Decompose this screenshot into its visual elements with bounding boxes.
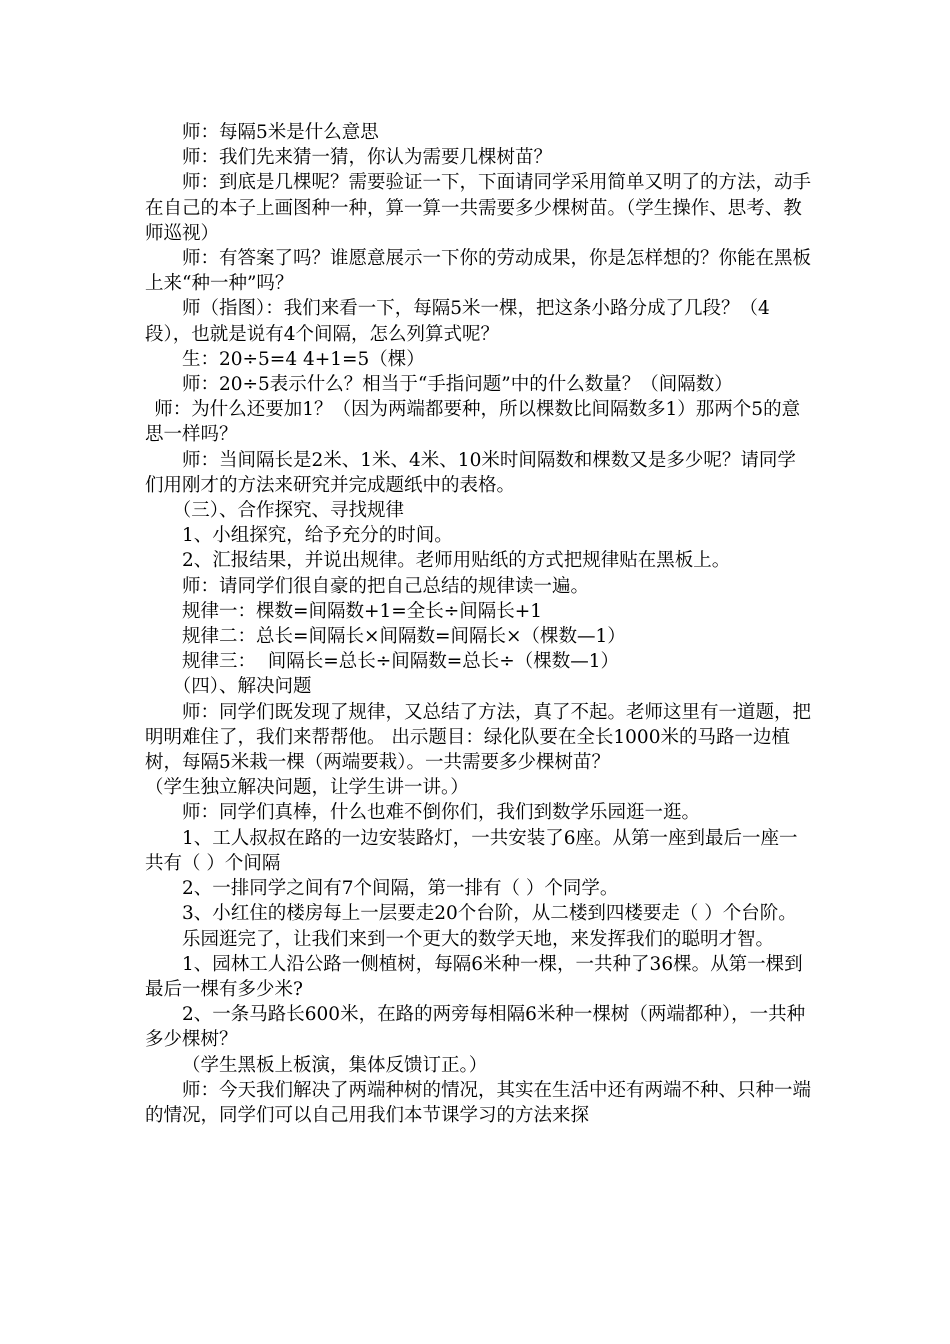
- exercise-item: 1、园林工人沿公路一侧植树，每隔6米种一棵，一共种了36棵。从第一棵到最后一棵有多少米?: [145, 953, 803, 1000]
- paragraph: 师：为什么还要加1？（因为两端都要种，所以棵数比间隔数多1）那两个5的意思一样吗？: [145, 399, 801, 446]
- exercise-item: 2、一条马路长600米，在路的两旁每相隔6米种一棵树（两端都种），一共种多少棵树？: [145, 1004, 806, 1051]
- exercise-item: 3、小红住的楼房每上一层要走20个台阶，从二楼到四楼要走（ ）个台阶。: [182, 903, 797, 925]
- paragraph: 师：到底是几棵呢？需要验证一下，下面请同学采用简单又明了的方法，动手在自己的本子上画图种一种，算一算一共需要多少棵树苗。（学生操作、思考、教师巡视）: [145, 172, 812, 244]
- paragraph: 师：我们先来猜一猜，你认为需要几棵树苗？: [182, 147, 553, 169]
- paragraph: 师：请同学们很自豪的把自己总结的规律读一遍。: [182, 575, 590, 597]
- paragraph: 师：今天我们解决了两端种树的情况，其实在生活中还有两端不种、只种一端的情况，同学们可以自己用我们本节课学习的方法来探: [145, 1079, 812, 1126]
- paragraph: 师：同学们真棒，什么也难不倒你们，我们到数学乐园逛一逛。: [182, 802, 701, 824]
- paragraph: 师：同学们既发现了规律，又总结了方法，真了不起。老师这里有一道题，把明明难住了，我们来帮帮他。 出示题目：绿化队要在全长1000米的马路一边植树，每隔5米栽一棵（两端要栽）。一共需要多少棵树苗？: [145, 701, 812, 774]
- rule-line: 规律二：总长=间隔长×间隔数=间隔长×（棵数—1）: [182, 626, 626, 648]
- paragraph: （学生独立解决问题，让学生讲一讲。）: [145, 777, 469, 799]
- exercise-item: 1、工人叔叔在路的一边安装路灯，一共安装了6座。从第一座到最后一座一共有（ ）个间隔: [145, 827, 798, 874]
- paragraph: 师：每隔5米是什么意思: [182, 122, 379, 143]
- paragraph: 乐园逛完了，让我们来到一个更大的数学天地，来发挥我们的聪明才智。: [182, 928, 775, 950]
- exercise-item: 2、一排同学之间有7个间隔，第一排有（ ）个同学。: [182, 878, 619, 900]
- section-heading: （三）、合作探究、寻找规律: [172, 500, 405, 522]
- paragraph: 师：有答案了吗？谁愿意展示一下你的劳动成果，你是怎样想的？你能在黑板上来“种一种”吗？: [145, 248, 812, 295]
- rule-line: 规律一：棵数=间隔数+1=全长÷间隔长+1: [182, 600, 543, 622]
- rule-line: 规律三： 间隔长=总长÷间隔数=总长÷（棵数—1）: [182, 651, 620, 673]
- paragraph: 师（指图）：我们来看一下，每隔5米一棵，把这条小路分成了几段？（4段），也就是说有4个间隔，怎么列算式呢？: [145, 298, 770, 345]
- document-body: [145, 120, 813, 1128]
- paragraph: 师：当间隔长是2米、1米、4米、10米时间隔数和棵数又是多少呢？请同学们用刚才的方法来研究并完成题纸中的表格。: [145, 449, 796, 496]
- paragraph: 生：20÷5=4 4+1=5（棵）: [182, 348, 425, 370]
- paragraph: 1、小组探究，给予充分的时间。: [182, 525, 453, 547]
- paragraph: 师：20÷5表示什么？相当于“手指问题”中的什么数量？（间隔数）: [182, 374, 733, 396]
- paragraph: （学生黑板上板演，集体反馈订正。）: [182, 1054, 488, 1076]
- paragraph: 2、汇报结果，并说出规律。老师用贴纸的方式把规律贴在黑板上。: [182, 550, 731, 572]
- section-heading: （四）、解决问题: [172, 676, 312, 698]
